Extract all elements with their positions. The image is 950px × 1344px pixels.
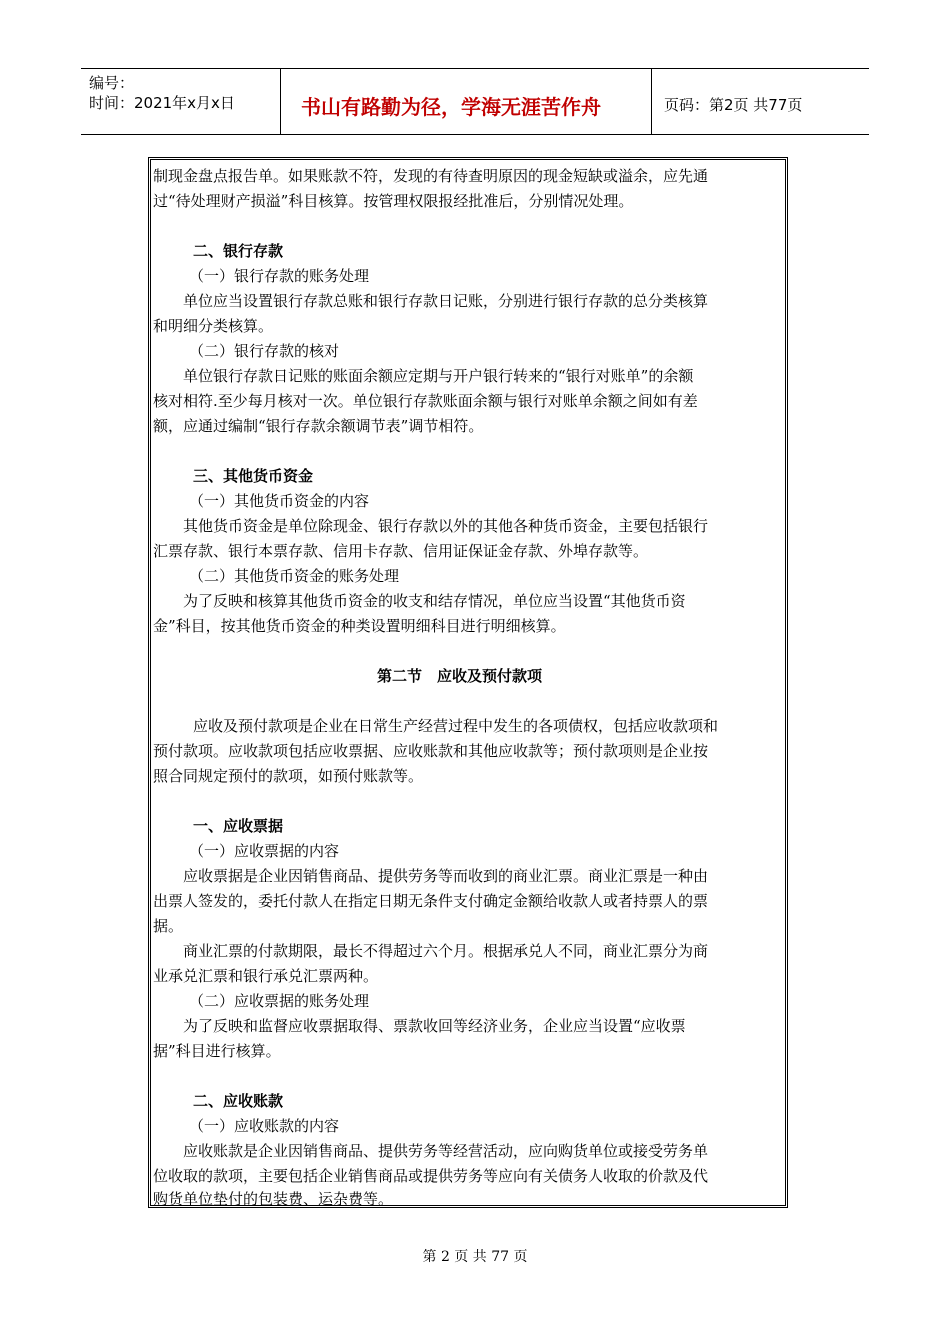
header-table [81, 68, 869, 135]
motto-text: 书山有路勤为径，学海无涯苦作舟 [301, 95, 601, 119]
subsection-heading: （二）银行存款的核对 [189, 342, 340, 360]
code-label: 编号： [89, 74, 135, 92]
text-line: 位收取的款项，主要包括企业销售商品或提供劳务等应向有关债务人收取的价款及代 [153, 1167, 709, 1185]
text-line: 单位应当设置银行存款总账和银行存款日记账，分别进行银行存款的总分类核算 [183, 292, 709, 310]
text-line: 汇票存款、银行本票存款、信用卡存款、信用证保证金存款、外埠存款等。 [153, 542, 649, 560]
text-line: 照合同规定预付的款项，如预付账款等。 [153, 767, 424, 785]
chapter-section-title: 第二节 应收及预付款项 [377, 667, 543, 685]
text-line: 金”科目，按其他货币资金的种类设置明细科目进行明细核算。 [153, 617, 566, 635]
text-line: 出票人签发的，委托付款人在指定日期无条件支付确定金额给收款人或者持票人的票 [153, 892, 709, 910]
text-line: 购货单位垫付的包装费、运杂费等。 [153, 1190, 394, 1208]
text-line: 其他货币资金是单位除现金、银行存款以外的其他各种货币资金，主要包括银行 [183, 517, 709, 535]
section-heading: 二、银行存款 [193, 242, 284, 260]
text-line: 商业汇票的付款期限，最长不得超过六个月。根据承兑人不同，商业汇票分为商 [183, 942, 709, 960]
subsection-heading: （一）应收票据的内容 [189, 842, 340, 860]
text-line: 业承兑汇票和银行承兑汇票两种。 [153, 967, 379, 985]
subsection-heading: （一）银行存款的账务处理 [189, 267, 370, 285]
text-line: 为了反映和核算其他货币资金的收支和结存情况，单位应当设置“其他货币资 [183, 592, 686, 610]
text-line: 据。 [153, 917, 184, 935]
text-line: 为了反映和监督应收票据取得、票款收回等经济业务，企业应当设置“应收票 [183, 1017, 686, 1035]
text-line: 额，应通过编制“银行存款余额调节表”调节相符。 [153, 417, 484, 435]
text-line: 应收及预付款项是企业在日常生产经营过程中发生的各项债权，包括应收款项和 [193, 717, 719, 735]
header-page-cell [652, 69, 869, 134]
text-line: 过“待处理财产损溢”科目核算。按管理权限报经批准后，分别情况处理。 [153, 192, 634, 210]
subsection-heading: （一）其他货币资金的内容 [189, 492, 370, 510]
text-line: 和明细分类核算。 [153, 317, 274, 335]
subsection-heading: （二）应收票据的账务处理 [189, 992, 370, 1010]
header-motto-cell [281, 69, 652, 134]
page-footer: 第 2 页 共 77 页 [422, 1249, 528, 1265]
text-line: 单位银行存款日记账的账面余额应定期与开户银行转来的“银行对账单”的余额 [183, 367, 694, 385]
header-meta-cell [81, 69, 281, 134]
content-box [148, 157, 788, 1208]
text-line: 核对相符.至少每月核对一次。单位银行存款账面余额与银行对账单余额之间如有差 [153, 392, 698, 410]
text-line: 制现金盘点报告单。如果账款不符，发现的有待查明原因的现金短缺或溢余，应先通 [153, 167, 709, 185]
text-line: 据”科目进行核算。 [153, 1042, 281, 1060]
subsection-heading: （二）其他货币资金的账务处理 [189, 567, 400, 585]
section-heading: 二、应收账款 [193, 1092, 284, 1110]
text-line: 预付款项。应收款项包括应收票据、应收账款和其他应收款等；预付款项则是企业按 [153, 742, 709, 760]
section-heading: 三、其他货币资金 [193, 467, 314, 485]
page-info: 页码：第2页 共77页 [664, 96, 803, 114]
date-label: 时间：2021年x月x日 [89, 94, 235, 112]
text-line: 应收账款是企业因销售商品、提供劳务等经营活动，应向购货单位或接受劳务单 [183, 1142, 709, 1160]
subsection-heading: （一）应收账款的内容 [189, 1117, 340, 1135]
text-line: 应收票据是企业因销售商品、提供劳务等而收到的商业汇票。商业汇票是一种由 [183, 867, 709, 885]
section-heading: 一、应收票据 [193, 817, 284, 835]
